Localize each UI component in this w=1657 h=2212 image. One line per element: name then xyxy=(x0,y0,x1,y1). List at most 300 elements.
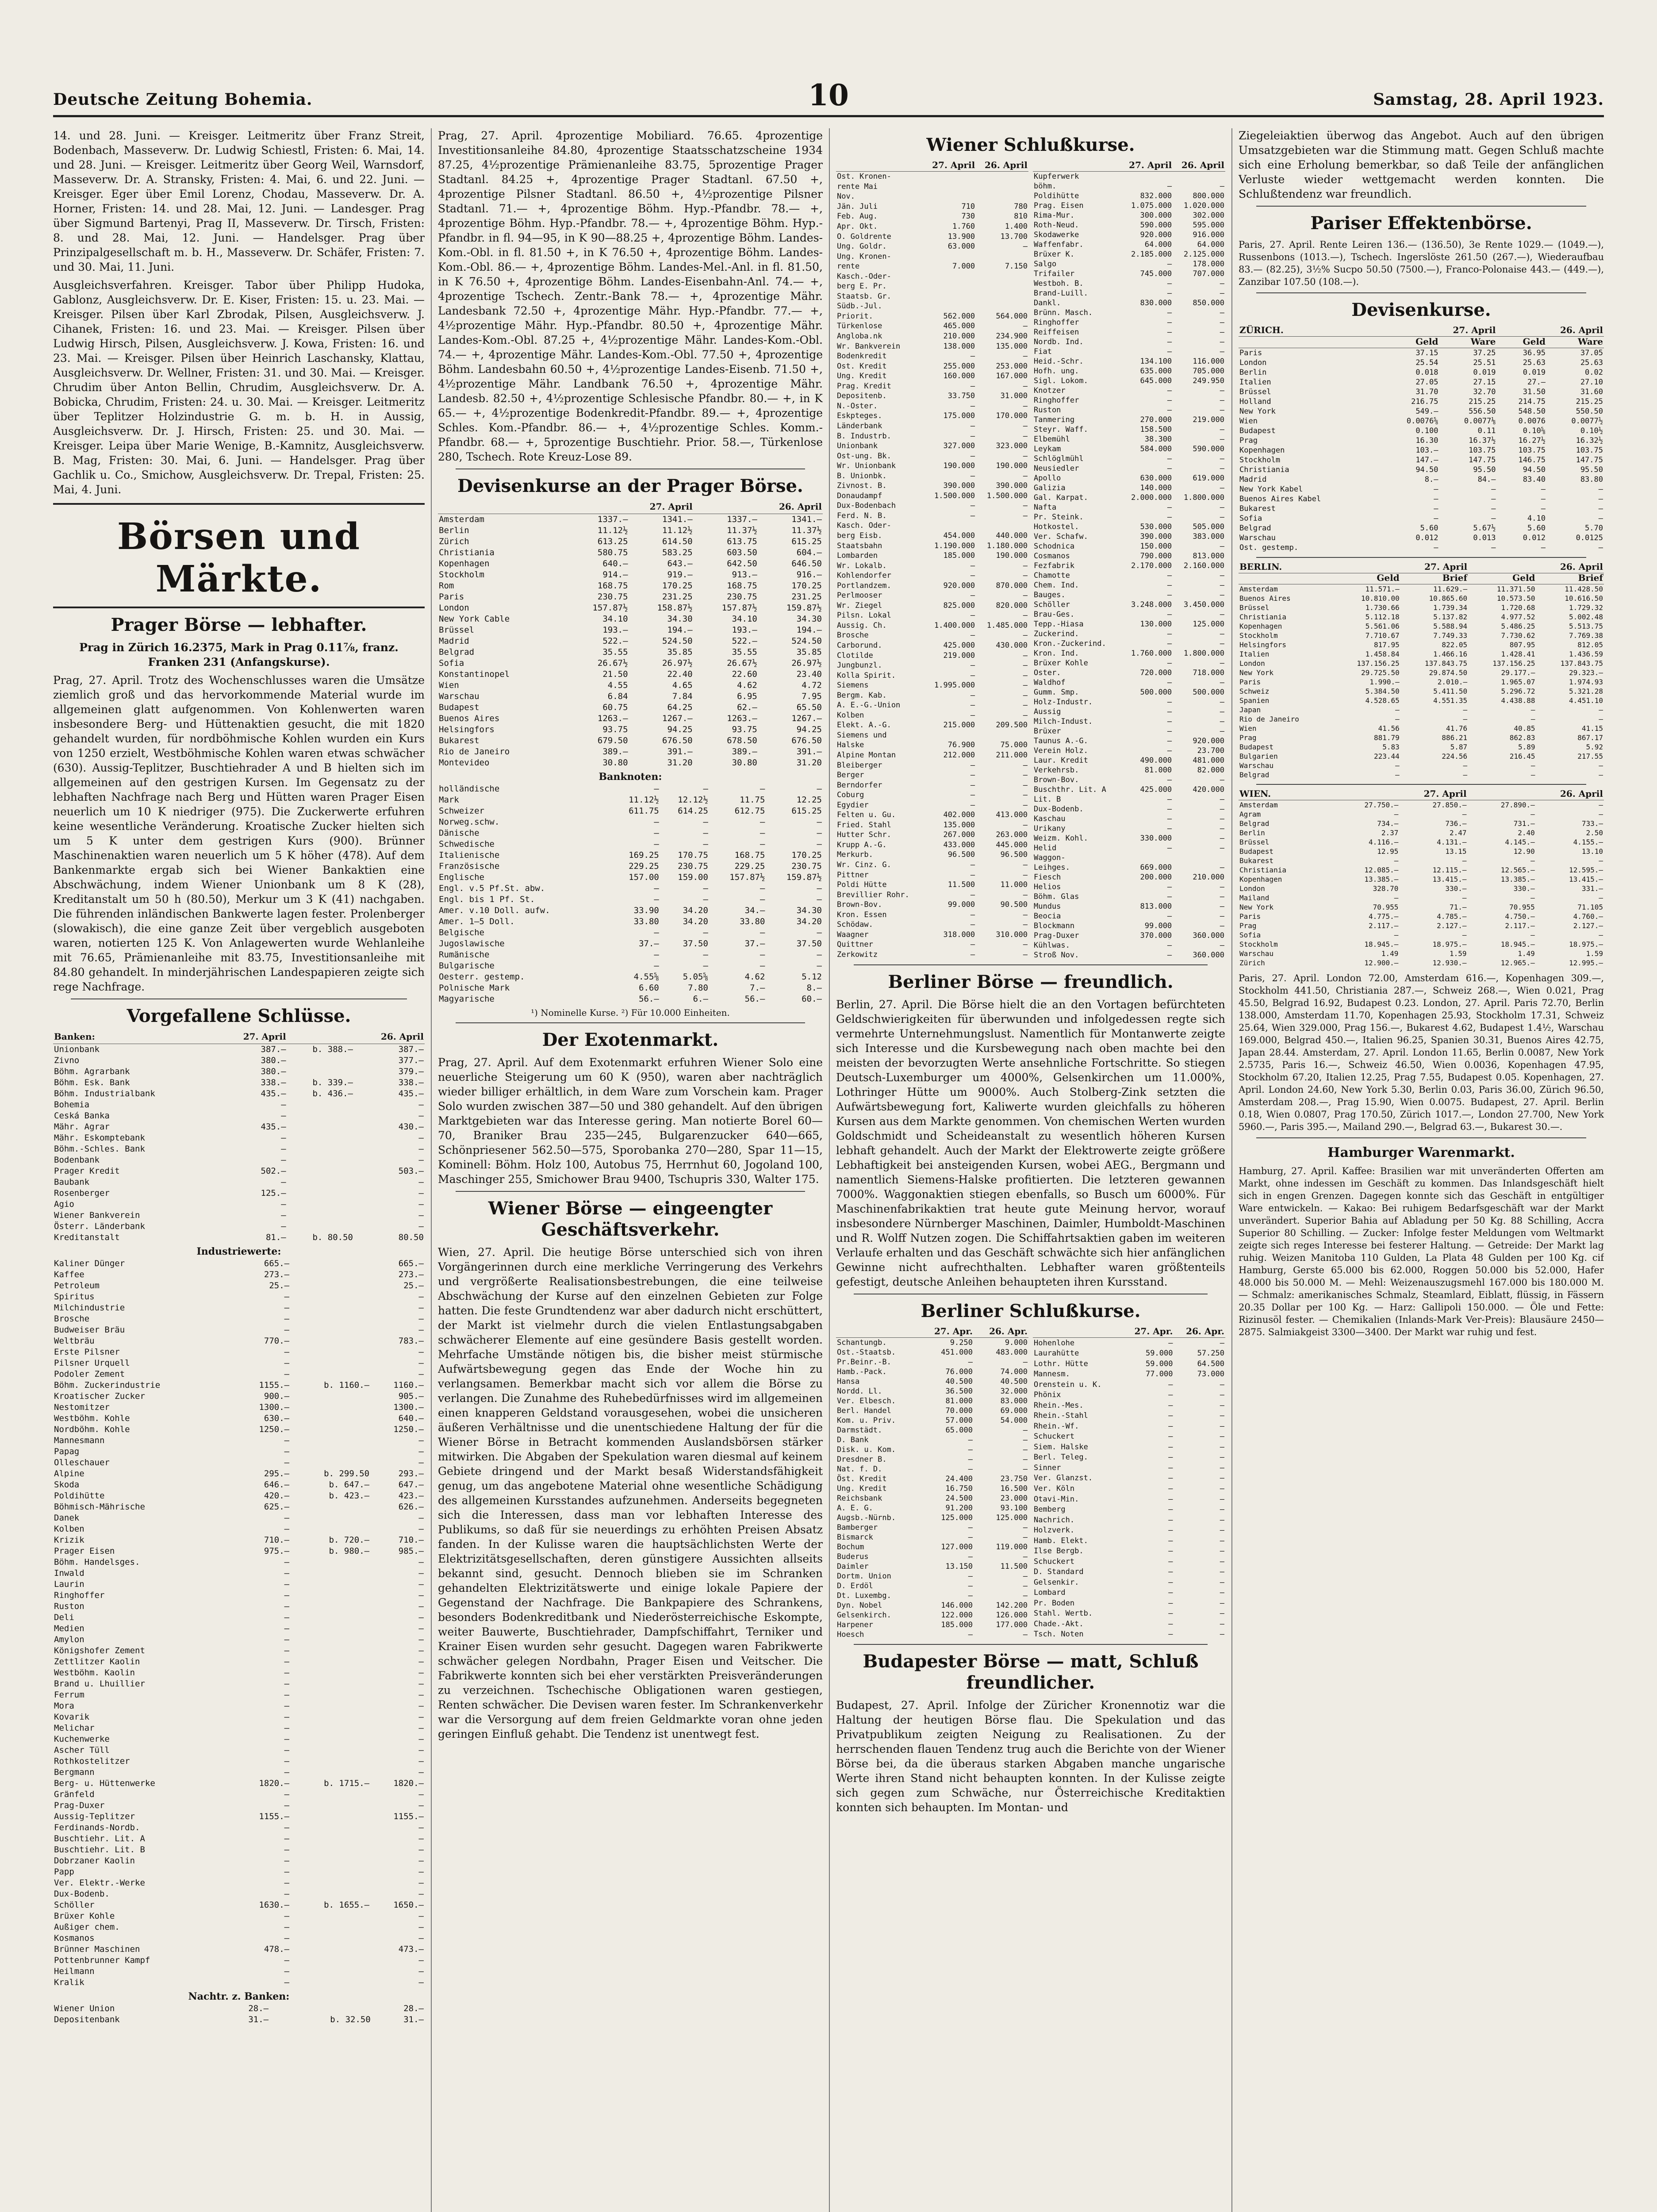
row-label: Steyr. Waff. xyxy=(1034,425,1088,434)
row-value: — xyxy=(1530,856,1535,865)
row-value: — xyxy=(970,421,975,430)
table-row xyxy=(1033,882,1225,892)
row-label: Englische xyxy=(439,872,484,882)
table-row xyxy=(1033,1629,1225,1640)
table-row xyxy=(53,1435,425,1446)
row-label: Schweizer xyxy=(439,806,484,816)
table-header xyxy=(1239,789,1604,800)
table-header-cell: Brief xyxy=(1536,573,1604,584)
row-value: 293.— xyxy=(398,1469,424,1479)
table-header-cell xyxy=(836,160,923,172)
row-value: — xyxy=(284,1955,290,1965)
row-value: 4.62 xyxy=(744,972,765,982)
table-row xyxy=(53,1402,425,1413)
row-value: — xyxy=(1167,659,1172,668)
row-value: 580.75 xyxy=(597,548,628,557)
row-value: 35.85 xyxy=(667,647,693,657)
table-row xyxy=(438,658,823,669)
table-row xyxy=(438,713,823,724)
row-label: Gelsenkir. xyxy=(1034,1578,1079,1587)
row-value: — xyxy=(1168,1463,1173,1472)
row-value: — xyxy=(1168,1421,1173,1431)
row-label: Ung. Kredit xyxy=(837,1484,887,1493)
table-row xyxy=(1033,376,1225,386)
row-value: — xyxy=(1220,454,1224,463)
row-value: — xyxy=(703,895,708,904)
row-value: 29.177.— xyxy=(1501,668,1535,677)
row-label: Kolben xyxy=(837,710,864,720)
row-value: — xyxy=(281,1144,286,1154)
table-row xyxy=(1033,707,1225,717)
row-value: 425.000 xyxy=(1140,785,1172,794)
row-label: Nordd. Ll. xyxy=(837,1387,882,1396)
row-label: Waffenfabr. xyxy=(1034,240,1084,249)
row-label: Pottenbrunner Kampf xyxy=(54,1955,150,1965)
table-row xyxy=(438,603,823,614)
row-value: 37.— xyxy=(639,939,659,949)
row-value: 2.50 xyxy=(1586,829,1603,837)
row-value: — xyxy=(970,451,975,461)
row-label: Norweg.schw. xyxy=(439,817,500,827)
row-value: — xyxy=(703,883,708,893)
row-value: 37.15 xyxy=(1415,349,1438,357)
row-label: Stahl. Wertb. xyxy=(1034,1609,1093,1618)
row-value: 465.000 xyxy=(943,322,975,331)
article-headline: Wiener Schlußkurse. xyxy=(926,134,1135,155)
table-row xyxy=(438,783,823,795)
row-value: — xyxy=(1395,715,1400,723)
row-label: Bulgarien xyxy=(1239,752,1278,760)
table-row xyxy=(53,1424,425,1435)
table-row xyxy=(1033,191,1225,201)
table-row xyxy=(53,1133,425,1144)
table-row xyxy=(1033,1483,1225,1494)
row-value xyxy=(287,1066,354,1077)
row-value: 212.000 xyxy=(943,751,975,760)
row-value: — xyxy=(1167,591,1172,599)
row-label: Rothkostelitzer xyxy=(54,1756,130,1766)
row-label: Waagner xyxy=(837,930,869,939)
row-value: 146.75 xyxy=(1518,456,1546,465)
row-label: Jän. Juli xyxy=(837,202,878,211)
table-row xyxy=(1033,551,1225,561)
row-value: — xyxy=(1167,260,1172,269)
row-value: 126.000 xyxy=(996,1611,1028,1620)
row-label: Bulgarische xyxy=(439,961,495,971)
row-value xyxy=(923,730,976,741)
table-row xyxy=(53,1110,425,1121)
table-row xyxy=(53,1767,425,1778)
row-value: 34.10 xyxy=(602,614,628,624)
divider xyxy=(1256,784,1586,785)
row-value: 1.760 xyxy=(952,222,975,231)
row-value: 730 xyxy=(961,212,975,221)
table-row xyxy=(836,421,1028,431)
table-header-cell: 27. April xyxy=(1332,562,1468,573)
row-value: 230.75 xyxy=(791,861,822,871)
row-value xyxy=(290,1524,370,1535)
row-value: — xyxy=(1220,1630,1224,1639)
row-value: 615.25 xyxy=(791,806,822,816)
row-value: — xyxy=(1220,542,1224,551)
row-value: 502.— xyxy=(261,1166,286,1176)
row-value: — xyxy=(970,791,975,800)
row-value xyxy=(290,1701,370,1712)
row-value: 82.000 xyxy=(1197,766,1224,775)
table-row xyxy=(1033,580,1225,590)
row-value: — xyxy=(418,1823,424,1832)
table-header xyxy=(1239,573,1604,584)
table-row xyxy=(1239,504,1604,514)
row-value: 169.25 xyxy=(629,850,659,860)
row-value: — xyxy=(1394,810,1399,818)
table-row xyxy=(836,391,1028,401)
row-value: — xyxy=(1023,1445,1028,1454)
row-value: — xyxy=(970,860,975,870)
row-value: — xyxy=(284,1590,290,1600)
row-value xyxy=(290,1712,370,1723)
row-value: 5.83 xyxy=(1382,743,1400,751)
row-value: — xyxy=(1168,1557,1173,1566)
row-value: b. 720.— xyxy=(329,1535,370,1545)
row-value: — xyxy=(418,1292,424,1302)
row-value: 34.30 xyxy=(667,614,693,624)
row-value: — xyxy=(1599,771,1603,779)
row-value: 613.25 xyxy=(597,537,628,546)
row-value: 850.000 xyxy=(1193,299,1224,307)
row-value: 11.000 xyxy=(1000,880,1028,890)
row-label: Lombard xyxy=(1034,1588,1066,1598)
row-label: Zürich xyxy=(1239,959,1265,967)
row-value: — xyxy=(703,961,708,971)
table-row xyxy=(53,1044,425,1056)
row-value: 2.170.000 xyxy=(1131,561,1172,570)
row-value: 157.00 xyxy=(629,872,659,882)
row-value: 13.385.— xyxy=(1364,875,1399,883)
row-value: 4.72 xyxy=(802,680,822,690)
row-label: Helios xyxy=(1034,883,1061,891)
row-value: — xyxy=(654,928,659,937)
row-value xyxy=(269,2003,372,2014)
table-row xyxy=(836,1542,1028,1552)
row-value: 168.75 xyxy=(597,581,628,591)
row-value: 5.60 xyxy=(1420,524,1438,533)
row-label: Fiesch xyxy=(1034,873,1061,882)
row-value: — xyxy=(1023,591,1028,600)
row-value: — xyxy=(654,828,659,838)
row-value: — xyxy=(1220,863,1224,872)
row-value: 1263.— xyxy=(597,714,628,723)
row-value xyxy=(287,1177,354,1188)
row-value: 36.95 xyxy=(1523,349,1546,357)
row-value: 0.019 xyxy=(1473,368,1496,377)
row-value: 33.80 xyxy=(740,917,765,926)
table-row xyxy=(53,1099,425,1110)
row-label: Ilse Bergb. xyxy=(1034,1547,1084,1556)
row-value: 1337.— xyxy=(727,515,757,524)
row-value xyxy=(290,1513,370,1524)
row-value: 40.500 xyxy=(945,1377,973,1386)
table-header-cell: 26. April xyxy=(694,501,823,514)
row-value: 2.40 xyxy=(1518,829,1535,837)
row-value: — xyxy=(418,1889,424,1899)
table-header xyxy=(1033,1326,1225,1338)
row-value: 445.000 xyxy=(996,840,1028,849)
row-value: — xyxy=(284,1579,290,1589)
row-value: — xyxy=(1220,883,1224,891)
row-value: — xyxy=(284,1524,290,1534)
row-value xyxy=(290,1258,370,1269)
row-value: — xyxy=(1599,706,1603,714)
row-value: — xyxy=(418,1513,424,1523)
wiener-schluss-table-b xyxy=(1033,160,1225,960)
row-label: Ver. Glanzst. xyxy=(1034,1474,1093,1483)
table-row xyxy=(836,670,1028,680)
row-value: — xyxy=(284,1845,290,1855)
row-value: 219.000 xyxy=(943,651,975,660)
row-value: 16.37½ xyxy=(1469,436,1496,445)
row-value: 29.323.— xyxy=(1569,668,1603,677)
row-value: — xyxy=(1220,581,1224,590)
row-label: Rima-Mur. xyxy=(1034,211,1075,220)
table-row xyxy=(1239,847,1604,856)
row-value: 83.80 xyxy=(1580,475,1603,484)
row-value: — xyxy=(1167,727,1172,736)
row-label: Depositenb. xyxy=(837,392,887,401)
row-value: — xyxy=(284,1635,290,1644)
row-value: — xyxy=(1220,338,1224,346)
row-label: Kaliner Dünger xyxy=(54,1259,125,1268)
table-row xyxy=(53,1634,425,1645)
row-label: Schweiz xyxy=(1239,687,1270,695)
table-row xyxy=(438,680,823,691)
row-value: — xyxy=(1168,1401,1173,1410)
row-label: Knotzer xyxy=(1034,386,1066,395)
row-value: 34.— xyxy=(744,906,765,915)
row-value: — xyxy=(1023,1358,1028,1367)
table-row xyxy=(1239,800,1604,810)
row-value: — xyxy=(1023,860,1028,870)
row-label: Buderus xyxy=(837,1552,869,1561)
table-row xyxy=(438,994,823,1005)
table-row xyxy=(836,211,1028,222)
row-label: Budapest xyxy=(439,703,479,712)
row-value: — xyxy=(1167,844,1172,853)
row-label: Prag. Eisen xyxy=(1034,201,1084,210)
row-value: 23.40 xyxy=(796,669,822,679)
row-value: — xyxy=(418,1590,424,1600)
row-value: 817.95 xyxy=(1373,641,1400,649)
table-row xyxy=(53,1457,425,1468)
table-row xyxy=(836,441,1028,451)
row-value: 440.000 xyxy=(996,531,1028,540)
row-value: 125.000 xyxy=(941,1513,973,1522)
devisen-table xyxy=(438,501,823,768)
table-row xyxy=(53,1789,425,1800)
divider xyxy=(71,998,407,999)
row-label: Kreditanstalt xyxy=(54,1233,120,1242)
table-row xyxy=(1239,377,1604,387)
table-row xyxy=(53,1358,425,1369)
row-value: 4.131.— xyxy=(1437,838,1467,846)
row-value: 745.000 xyxy=(1140,269,1172,278)
row-label: Amsterdam xyxy=(1239,585,1278,593)
row-value: — xyxy=(418,1723,424,1733)
row-value xyxy=(290,1944,370,1955)
row-value: — xyxy=(418,1933,424,1943)
row-value xyxy=(287,1199,354,1210)
table-row xyxy=(438,938,823,949)
row-value: 35.55 xyxy=(732,647,757,657)
table-row xyxy=(836,511,1028,521)
table-row xyxy=(53,1756,425,1767)
row-value: 122.000 xyxy=(941,1611,973,1620)
row-value: — xyxy=(759,784,765,794)
row-value: — xyxy=(1023,1465,1028,1474)
table-subheading: Banknoten: xyxy=(598,771,662,783)
row-value: — xyxy=(1167,912,1172,921)
row-label: Salgo xyxy=(1034,260,1057,269)
row-value: — xyxy=(1220,1338,1224,1348)
row-label: Amsterdam xyxy=(1239,801,1278,809)
row-label: Gränfeld xyxy=(54,1790,95,1799)
row-label: Beocia xyxy=(1034,912,1061,921)
table-row xyxy=(1033,678,1225,687)
row-label: Ver. Elektr.-Werke xyxy=(54,1878,145,1888)
row-value xyxy=(976,292,1028,302)
row-value: 705.000 xyxy=(1193,367,1224,376)
table-row xyxy=(836,730,1028,741)
row-value: — xyxy=(968,1436,973,1444)
row-value: 1341.— xyxy=(662,515,693,524)
row-value: — xyxy=(654,895,659,904)
table-row xyxy=(836,591,1028,601)
row-value: b. 1715.— xyxy=(324,1778,370,1788)
table-row xyxy=(1033,1348,1225,1359)
row-value: 550.50 xyxy=(1576,407,1603,416)
row-value: — xyxy=(1167,289,1172,298)
row-value: — xyxy=(418,1646,424,1655)
table-row xyxy=(53,1155,425,1166)
table-row xyxy=(1033,610,1225,619)
row-value: — xyxy=(817,784,822,794)
row-value: 913.— xyxy=(732,570,757,580)
row-value: — xyxy=(1599,894,1603,902)
row-value xyxy=(287,1144,354,1155)
table-row xyxy=(1033,259,1225,269)
table-row xyxy=(836,561,1028,571)
row-value: — xyxy=(284,1347,290,1357)
table-row xyxy=(1033,756,1225,765)
row-value: b. 980.— xyxy=(329,1546,370,1556)
quotes-table xyxy=(53,1258,425,1988)
table-row xyxy=(836,491,1028,501)
table-row xyxy=(438,972,823,983)
table-row xyxy=(1239,484,1604,494)
row-value: 11.500 xyxy=(947,880,975,890)
row-value xyxy=(290,1955,370,1966)
row-label: Melichar xyxy=(54,1723,95,1733)
row-value: — xyxy=(1023,820,1028,830)
row-value: 881.79 xyxy=(1373,733,1400,742)
row-value: 0.11 xyxy=(1477,426,1496,435)
row-value: 5.89 xyxy=(1518,743,1535,751)
row-label: Dux-Bodenb. xyxy=(1034,805,1084,814)
table-row xyxy=(836,1367,1028,1377)
table-row xyxy=(836,1494,1028,1503)
row-label: Weizm. Kohl. xyxy=(1034,834,1088,843)
row-value: — xyxy=(1167,746,1172,755)
row-value: — xyxy=(1167,503,1172,512)
table-row xyxy=(438,558,823,569)
row-value: 0.0125 xyxy=(1576,534,1603,542)
row-value: 25.63 xyxy=(1580,358,1603,367)
row-label: Berlin xyxy=(1239,829,1265,837)
row-label: berg E. Pr. xyxy=(837,282,887,291)
row-value xyxy=(1173,172,1225,182)
table-row xyxy=(1239,770,1604,780)
row-value: 1.49 xyxy=(1381,949,1399,958)
row-label: Siemens und xyxy=(837,730,887,740)
wien-table xyxy=(1239,789,1604,968)
row-value: 12.95 xyxy=(1377,847,1399,856)
table-row xyxy=(1033,590,1225,600)
row-value: — xyxy=(817,828,822,838)
table-row xyxy=(53,1524,425,1535)
row-value: 230.75 xyxy=(678,861,708,871)
table-row xyxy=(438,702,823,713)
row-label: Schwedische xyxy=(439,839,495,849)
row-value: 12.965.— xyxy=(1500,959,1535,967)
row-value: b. 32.50 xyxy=(330,2015,371,2024)
table-row xyxy=(836,331,1028,342)
table-row xyxy=(53,2014,425,2025)
row-label: Stroß Nov. xyxy=(1034,951,1079,960)
row-value: 116.000 xyxy=(1193,357,1224,366)
row-value: 125.000 xyxy=(1193,620,1224,629)
row-label: Heid.-Schr. xyxy=(1034,357,1084,366)
row-value: 4.760.— xyxy=(1573,912,1603,921)
column-4 xyxy=(1239,128,1604,2212)
table-header-cell: 27. April xyxy=(1120,160,1173,172)
row-value: — xyxy=(1023,701,1028,710)
row-value: 177.000 xyxy=(996,1621,1028,1629)
row-value: — xyxy=(1599,931,1603,939)
table-row xyxy=(53,1325,425,1336)
row-label: Clotilde xyxy=(837,651,873,660)
table-row xyxy=(836,1571,1028,1581)
row-value: — xyxy=(1168,1619,1173,1628)
table-row xyxy=(1239,612,1604,622)
berlin-table xyxy=(1239,562,1604,780)
row-label: Holz-Industr. xyxy=(1034,698,1093,707)
row-value: 234.900 xyxy=(996,332,1028,341)
row-value: 643.— xyxy=(667,559,693,568)
row-value: 0.0076 xyxy=(1518,417,1546,426)
row-value: 2.127.— xyxy=(1437,922,1467,930)
row-label: Felten u. Gu. xyxy=(837,810,896,820)
row-label: Berl. Teleg. xyxy=(1034,1453,1088,1462)
row-value: 190.000 xyxy=(996,461,1028,471)
row-value: — xyxy=(1220,892,1224,901)
table-row xyxy=(438,746,823,757)
row-value: — xyxy=(703,828,708,838)
row-value: — xyxy=(1167,805,1172,814)
table-header-cell: 26. April xyxy=(976,160,1028,172)
table-row xyxy=(836,172,1028,182)
row-value: 94.50 xyxy=(1415,465,1438,474)
row-label: Bemberg xyxy=(1034,1505,1066,1514)
